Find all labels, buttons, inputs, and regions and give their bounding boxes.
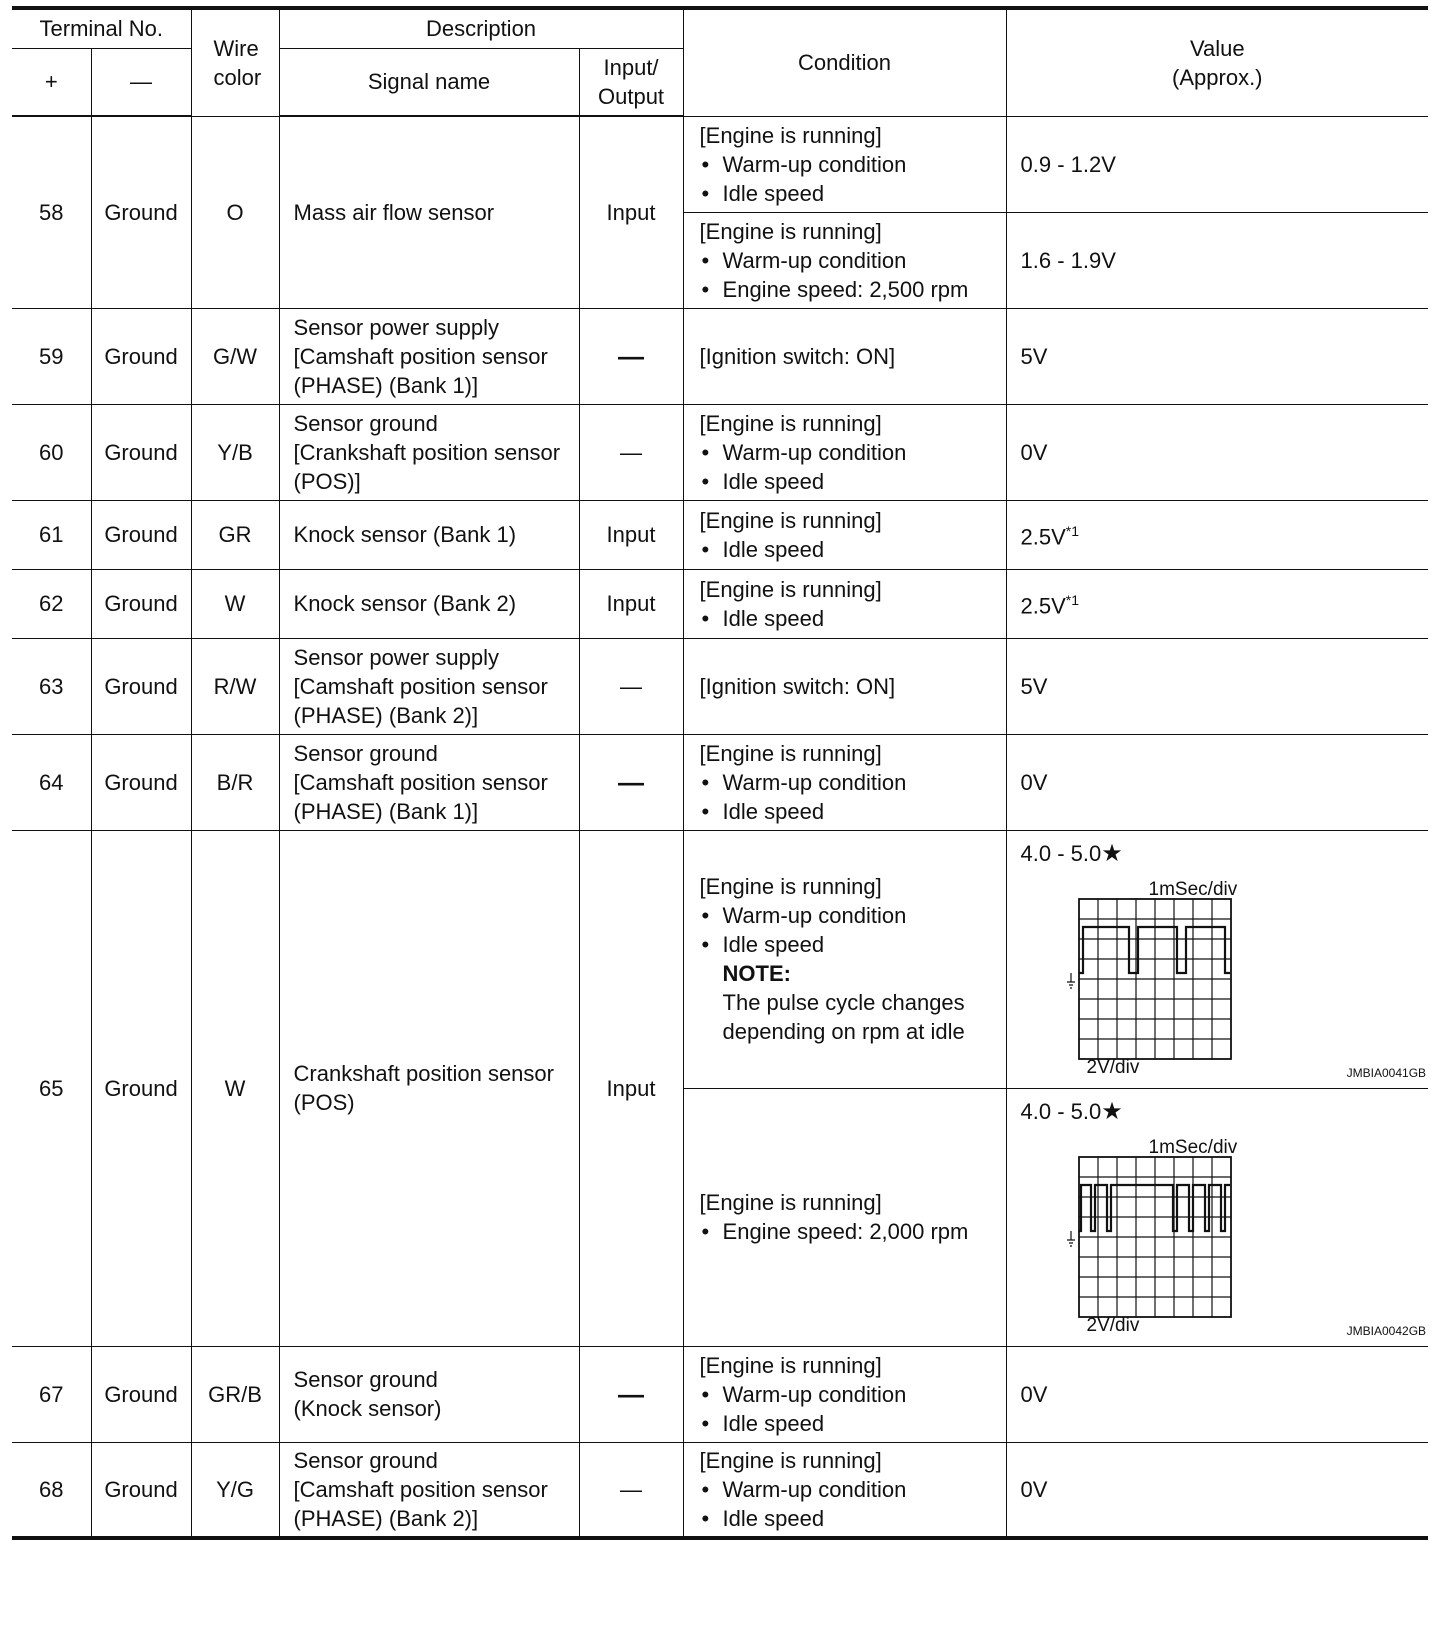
value-footnote: *1 [1065, 592, 1080, 609]
header-wire-color: Wire color [191, 8, 279, 116]
condition [683, 1442, 1006, 1538]
condition [683, 1346, 1006, 1442]
oscilloscope-grid [1065, 897, 1245, 1061]
signal-name: Knock sensor (Bank 2) [279, 569, 579, 638]
header-minus: — [91, 48, 191, 116]
condition-item: • Idle speed [700, 1504, 1000, 1533]
condition-item: • Idle speed [700, 797, 1000, 826]
signal-name [279, 308, 579, 404]
signal-line: [Camshaft position sensor [293, 769, 548, 795]
wire-color: GR [191, 500, 279, 569]
table-row [12, 830, 1428, 1088]
signal-line: Crankshaft position sensor [293, 1061, 554, 1086]
note-text: The pulse cycle changes [722, 990, 965, 1015]
terminal-plus: 58 [12, 116, 91, 308]
value [1006, 500, 1428, 569]
table-row [12, 308, 1428, 404]
figure-code: JMBIA0042GB [1346, 1323, 1427, 1338]
terminal-minus: Ground [91, 1442, 191, 1538]
value [1006, 569, 1428, 638]
signal-line: Sensor power supply [293, 314, 499, 340]
value-footnote: *1 [1065, 523, 1080, 540]
oscilloscope-grid [1065, 1155, 1245, 1319]
signal-line: Sensor power supply [293, 644, 499, 670]
signal-line: [Camshaft position sensor [293, 1476, 548, 1502]
header-signal-name: Signal name [279, 48, 579, 116]
value: 5V [1006, 638, 1428, 734]
condition [683, 734, 1006, 830]
condition-title: [Engine is running] [699, 1190, 882, 1215]
wire-color: R/W [191, 638, 279, 734]
waveform-value [1021, 1097, 1123, 1126]
input-output: Input [579, 569, 683, 638]
header-description: Description [279, 8, 683, 48]
signal-line: [Camshaft position sensor [293, 343, 548, 369]
ground-symbol-icon [1067, 1231, 1075, 1246]
value-waveform-cell [1006, 830, 1428, 1088]
header-input-output: Input/ Output [579, 48, 683, 116]
value: 0V [1006, 734, 1428, 830]
signal-name [279, 404, 579, 500]
voltage-scale-label: 2V/div [1086, 1056, 1140, 1078]
time-scale-label: 1mSec/div [1148, 878, 1238, 900]
signal-line: Sensor ground [293, 1447, 438, 1473]
waveform-figure [1021, 831, 1429, 1083]
terminal-minus: Ground [91, 116, 191, 308]
condition-item: • Idle speed [700, 930, 1000, 959]
terminal-plus: 62 [12, 569, 91, 638]
wire-color: B/R [191, 734, 279, 830]
input-output: — [579, 308, 683, 404]
terminal-plus: 65 [12, 830, 91, 1346]
condition-item: • Warm-up condition [700, 768, 1000, 797]
terminal-minus: Ground [91, 308, 191, 404]
condition-title: [Engine is running] [699, 1447, 882, 1473]
value: 0V [1006, 1346, 1428, 1442]
condition-title: [Engine is running] [699, 410, 882, 436]
signal-line: Sensor ground [293, 1367, 438, 1392]
signal-name [279, 638, 579, 734]
wire-color: W [191, 830, 279, 1346]
terminal-plus: 68 [12, 1442, 91, 1538]
header-plus: + [12, 48, 91, 116]
condition-title: [Engine is running] [699, 122, 882, 148]
value: 1.6 - 1.9V [1006, 212, 1428, 308]
terminal-plus: 61 [12, 500, 91, 569]
input-output: — [579, 1442, 683, 1538]
value-text: 2.5V [1020, 593, 1066, 619]
signal-name [279, 1442, 579, 1538]
condition-item: • Idle speed [700, 604, 1000, 633]
condition [683, 500, 1006, 569]
terminal-minus: Ground [91, 500, 191, 569]
wire-color: W [191, 569, 279, 638]
condition [683, 212, 1006, 308]
terminal-plus: 60 [12, 404, 91, 500]
ecm-terminal-table [12, 6, 1428, 1540]
note-label: NOTE: [722, 961, 791, 986]
condition-title: [Ignition switch: ON] [699, 673, 896, 699]
table-row [12, 1442, 1428, 1538]
header-condition: Condition [683, 8, 1006, 116]
wire-color: G/W [191, 308, 279, 404]
terminal-minus: Ground [91, 830, 191, 1346]
condition-item: • Warm-up condition [700, 150, 1000, 179]
input-output: Input [579, 500, 683, 569]
terminal-plus: 67 [12, 1346, 91, 1442]
signal-name [279, 830, 579, 1346]
condition [683, 569, 1006, 638]
input-output: — [579, 1346, 683, 1442]
signal-name: Knock sensor (Bank 1) [279, 500, 579, 569]
condition-item: • Idle speed [700, 467, 1000, 496]
signal-line: [Camshaft position sensor [293, 673, 548, 699]
voltage-scale-label: 2V/div [1086, 1314, 1140, 1336]
value-text: 4.0 - 5.0 [1020, 1098, 1102, 1124]
waveform-figure [1021, 1089, 1429, 1341]
value: 0V [1006, 1442, 1428, 1538]
terminal-minus: Ground [91, 734, 191, 830]
value: 0.9 - 1.2V [1006, 116, 1428, 212]
star-icon: ★ [1101, 839, 1123, 867]
terminal-minus: Ground [91, 404, 191, 500]
wire-color: GR/B [191, 1346, 279, 1442]
header-terminal-no: Terminal No. [12, 8, 191, 48]
time-scale-label: 1mSec/div [1148, 1136, 1238, 1158]
condition-title: [Engine is running] [699, 576, 882, 602]
terminal-plus: 59 [12, 308, 91, 404]
signal-line: (PHASE) (Bank 2)] [293, 1505, 479, 1531]
note-text: depending on rpm at idle [722, 1019, 965, 1044]
condition-item: • Warm-up condition [700, 1380, 1000, 1409]
condition-title: [Engine is running] [699, 507, 882, 533]
condition-item: • Warm-up condition [700, 1475, 1000, 1504]
signal-line: (PHASE) (Bank 1)] [293, 798, 479, 824]
signal-line: (PHASE) (Bank 1)] [293, 372, 479, 398]
wire-color: O [191, 116, 279, 308]
condition [683, 1088, 1006, 1346]
condition [683, 830, 1006, 1088]
signal-line: [Crankshaft position sensor [293, 439, 561, 465]
condition-title: [Engine is running] [699, 1352, 882, 1378]
input-output: — [579, 734, 683, 830]
input-output: Input [579, 830, 683, 1346]
signal-line: (POS)] [293, 468, 361, 494]
wire-color: Y/G [191, 1442, 279, 1538]
condition-item: • Engine speed: 2,000 rpm [700, 1217, 1000, 1246]
condition-item: • Idle speed [700, 179, 1000, 208]
value: 0V [1006, 404, 1428, 500]
table-row [12, 404, 1428, 500]
waveform-value [1021, 839, 1123, 868]
input-output: Input [579, 116, 683, 308]
table-row [12, 569, 1428, 638]
condition [683, 638, 1006, 734]
terminal-minus: Ground [91, 569, 191, 638]
condition-item: • Warm-up condition [700, 438, 1000, 467]
condition-title: [Engine is running] [699, 874, 882, 899]
input-output: — [579, 638, 683, 734]
figure-code: JMBIA0041GB [1346, 1065, 1427, 1080]
condition-title: [Engine is running] [699, 218, 882, 244]
signal-name [279, 1346, 579, 1442]
condition-item: • Engine speed: 2,500 rpm [700, 275, 1000, 304]
signal-line: Sensor ground [293, 410, 438, 436]
value-text: 4.0 - 5.0 [1020, 840, 1102, 866]
condition-item: • Idle speed [700, 1409, 1000, 1438]
value-waveform-cell [1006, 1088, 1428, 1346]
table-row [12, 734, 1428, 830]
signal-line: (Knock sensor) [293, 1396, 442, 1421]
star-icon: ★ [1101, 1097, 1123, 1125]
condition-title: [Engine is running] [699, 740, 882, 766]
condition [683, 404, 1006, 500]
signal-line: Sensor ground [293, 740, 438, 766]
condition-title: [Ignition switch: ON] [699, 343, 896, 369]
signal-line: (PHASE) (Bank 2)] [293, 702, 479, 728]
signal-line: (POS) [293, 1090, 355, 1115]
terminal-plus: 63 [12, 638, 91, 734]
terminal-minus: Ground [91, 1346, 191, 1442]
value-text: 2.5V [1020, 524, 1066, 550]
wire-color: Y/B [191, 404, 279, 500]
table-row [12, 116, 1428, 212]
signal-name [279, 734, 579, 830]
signal-name: Mass air flow sensor [279, 116, 579, 308]
terminal-minus: Ground [91, 638, 191, 734]
condition [683, 308, 1006, 404]
table-row [12, 500, 1428, 569]
condition-item: • Idle speed [700, 535, 1000, 564]
table-row [12, 638, 1428, 734]
table-row [12, 1346, 1428, 1442]
terminal-table-container [12, 6, 1428, 1540]
value: 5V [1006, 308, 1428, 404]
input-output: — [579, 404, 683, 500]
terminal-plus: 64 [12, 734, 91, 830]
condition-item: • Warm-up condition [700, 246, 1000, 275]
header-value: Value (Approx.) [1006, 8, 1428, 116]
condition-item: • Warm-up condition [700, 901, 1000, 930]
condition [683, 116, 1006, 212]
ground-symbol-icon [1067, 973, 1075, 988]
